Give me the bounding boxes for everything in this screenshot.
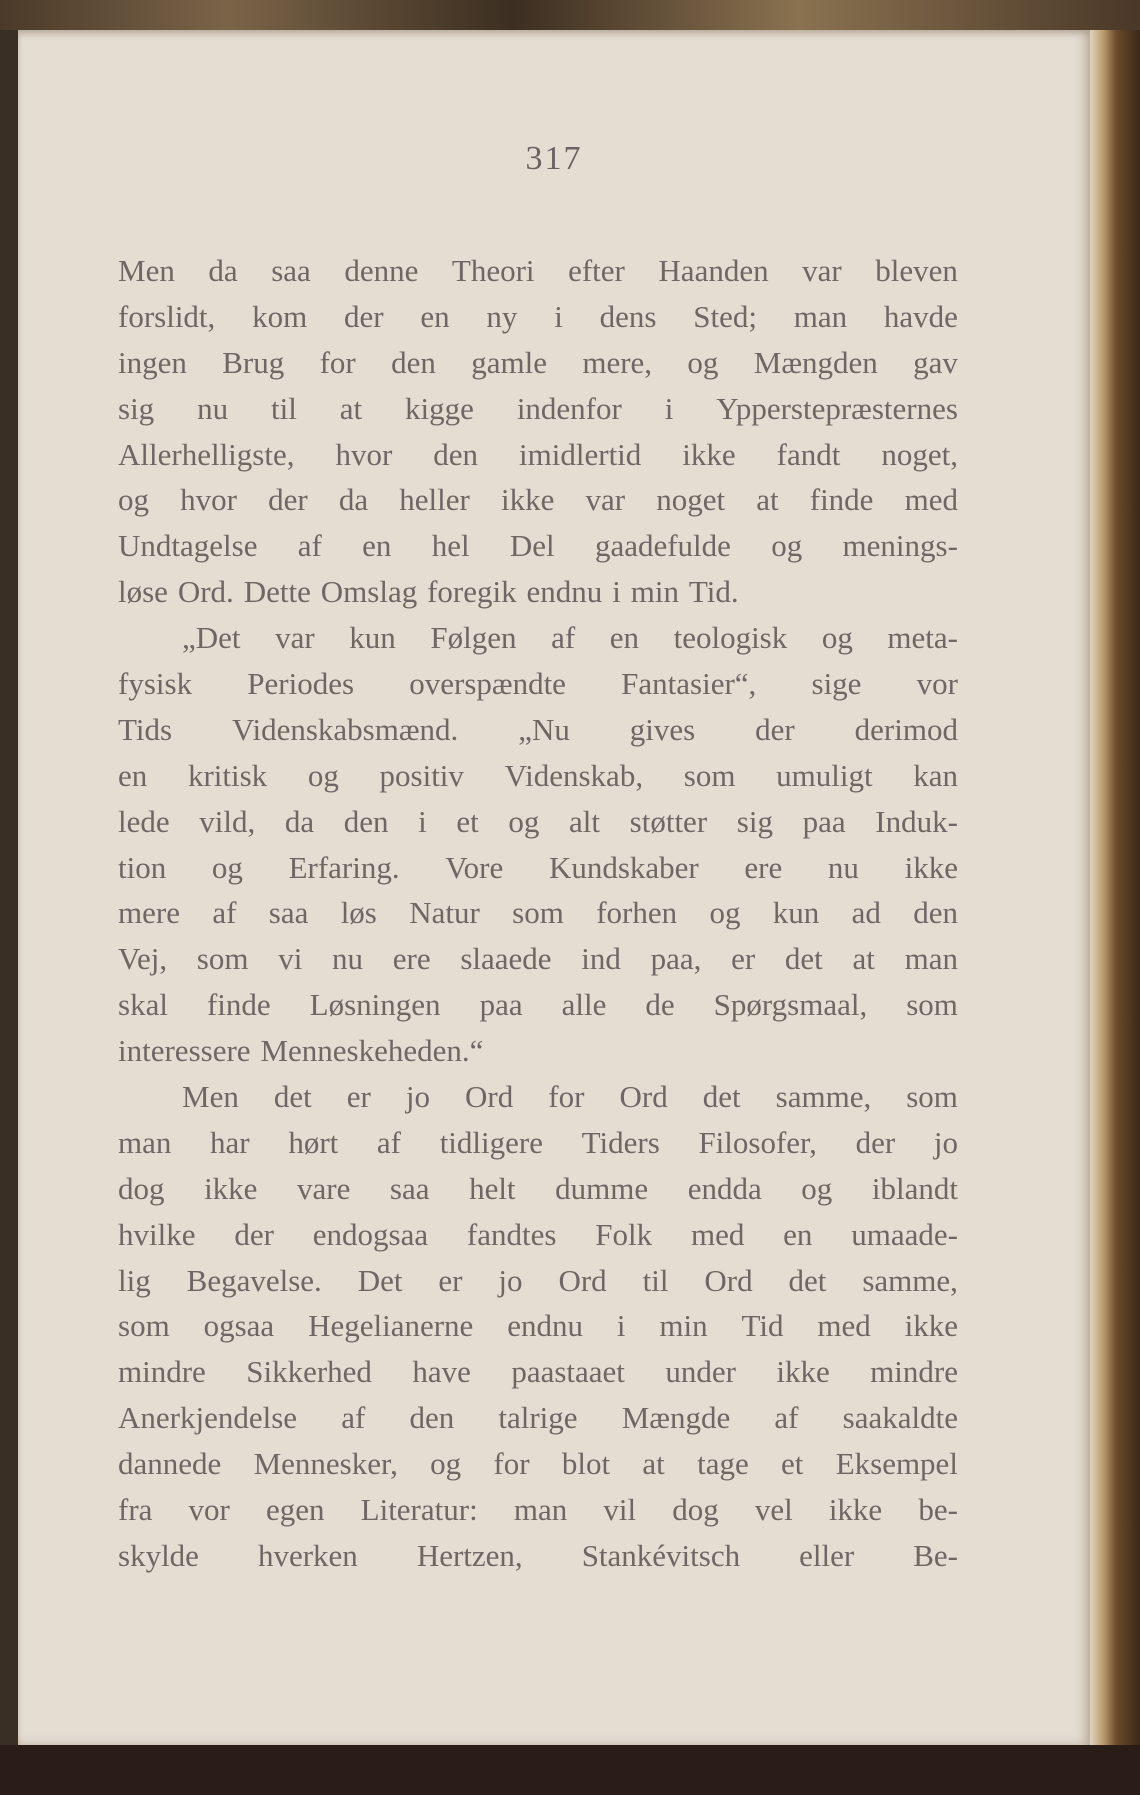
text-line: Undtagelse af en hel Del gaadefulde og menings- — [118, 528, 958, 564]
page-number: 317 — [525, 140, 583, 177]
text-line: og hvor der da heller ikke var noget at finde med — [118, 482, 958, 518]
book-page — [18, 30, 1090, 1745]
book-bottom-edge — [0, 1745, 1140, 1795]
text-line: sig nu til at kigge indenfor i Ypperstepræsternes — [118, 390, 958, 426]
text-line: tion og Erfaring. Vore Kundskaber ere nu ikke — [118, 849, 958, 885]
book-spine — [1088, 30, 1140, 1745]
text-line: Vej, som vi nu ere slaaede ind paa, er det at man — [118, 941, 958, 977]
text-line: „Det var kun Følgen af en teologisk og meta- — [182, 620, 958, 656]
text-line: fra vor egen Literatur: man vil dog vel ikke be- — [118, 1492, 958, 1528]
text-line: hvilke der endogsaa fandtes Folk med en umaade- — [118, 1216, 958, 1252]
text-line: Tids Videnskabsmænd. „Nu gives der derimod — [118, 711, 958, 747]
text-line: fysisk Periodes overspændte Fantasier“, sige vor — [118, 666, 958, 702]
text-line: løse Ord. Dette Omslag foregik endnu i min Tid. — [118, 574, 739, 610]
text-line: dog ikke vare saa helt dumme endda og iblandt — [118, 1170, 958, 1206]
text-line: mindre Sikkerhed have paastaaet under ikke mindre — [118, 1354, 958, 1390]
text-line: lig Begavelse. Det er jo Ord til Ord det samme, — [118, 1262, 958, 1298]
text-line: en kritisk og positiv Videnskab, som umuligt kan — [118, 757, 958, 793]
text-line: lede vild, da den i et og alt støtter sig paa Induk- — [118, 803, 958, 839]
text-line: som ogsaa Hegelianerne endnu i min Tid med ikke — [118, 1308, 958, 1344]
text-line: Men det er jo Ord for Ord det samme, som — [182, 1079, 958, 1115]
text-line: dannede Mennesker, og for blot at tage et Eksempel — [118, 1446, 958, 1482]
text-line: man har hørt af tidligere Tiders Filosofer, der jo — [118, 1124, 958, 1160]
text-line: Anerkjendelse af den talrige Mængde af saakaldte — [118, 1400, 958, 1436]
book-top-edge — [0, 0, 1140, 30]
text-line: Men da saa denne Theori efter Haanden var bleven — [118, 253, 958, 288]
text-line: forslidt, kom der en ny i dens Sted; man havde — [118, 298, 958, 334]
text-line: interessere Menneskeheden.“ — [118, 1033, 484, 1069]
text-line: Allerhelligste, hvor den imidlertid ikke fandt noget, — [118, 436, 958, 472]
text-line: skylde hverken Hertzen, Stankévitsch eller Be- — [118, 1537, 958, 1573]
text-line: ingen Brug for den gamle mere, og Mængden gav — [118, 344, 958, 380]
body-text — [118, 248, 958, 1579]
text-line: skal finde Løsningen paa alle de Spørgsmaal, som — [118, 987, 958, 1023]
text-line: mere af saa løs Natur som forhen og kun ad den — [118, 895, 958, 931]
